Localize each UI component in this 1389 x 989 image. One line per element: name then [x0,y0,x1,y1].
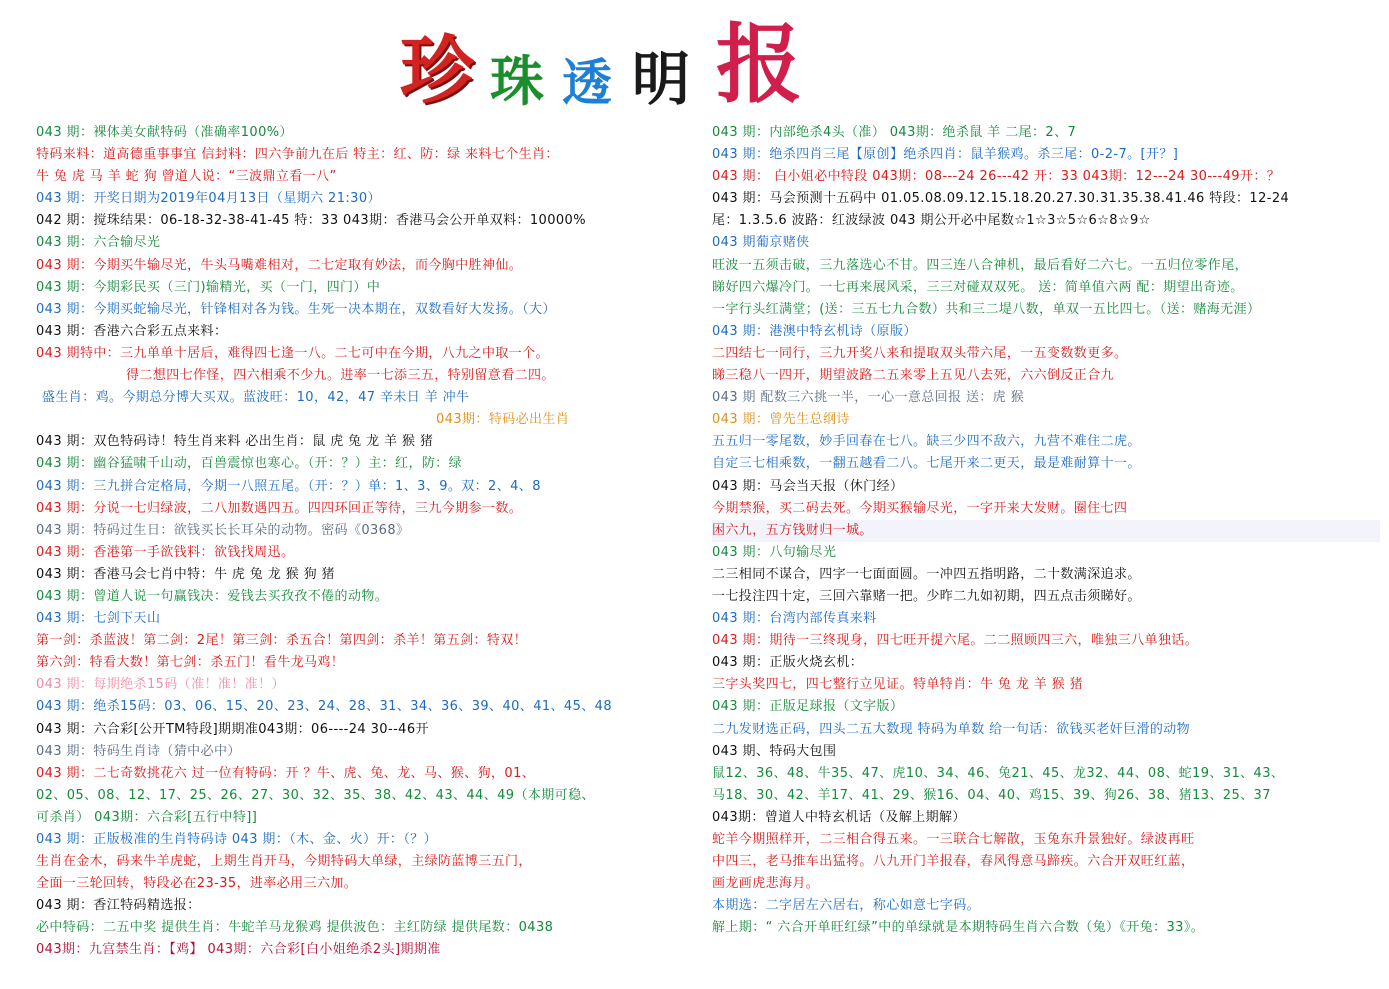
text-line: 043 期：内部绝杀4头（准） 043期：绝杀鼠 羊 二尾：2、7 [712,125,1077,140]
text-line: 043 期：二七奇数挑花六 过一位有特码：开 ？牛、虎、兔、龙、马、猴、狗，01、 [36,765,536,781]
text-line: 一字行头红满堂；(送：三五七九合数）共和三二堤八数，单双一五比四七。（送：赌海无涯） [712,301,1261,317]
text-line: 043 期：正版足球报（文字版） [712,699,904,715]
text-line: 043 期：特码过生日：欲钱买长长耳朵的动物。密码《0368》 [36,522,410,538]
text-line: 043 期：七剑下天山 [36,611,161,627]
text-line: 043 期：双色特码诗！特生肖来料 必出生肖：鼠 虎 兔 龙 羊 猴 猪 [36,434,434,450]
text-line: 043 期：马会当天报（休门经） [712,478,904,494]
text-line: 043 期：今期买牛输尽光，牛头马嘴难相对，二七定取有妙法，而今胸中胜神仙。 [36,257,523,273]
text-line: 043期：特码必出生肖 [436,412,570,428]
text-line: 043期：九宫禁生肖：【鸡】 043期：六合彩[白小姐绝杀2头]期期准 [36,942,441,958]
text-line: 一七投注四十定，三回六靠赌一把。少昨二九如初期，四五点击须睇好。 [712,588,1141,604]
text-line: 043 期：开奖日期为2019年04月13日（星期六 21:30） [36,191,381,207]
right-column [712,122,1380,939]
text-line: 全面一三轮回转，特段必在23-35，进率必用三六加。 [36,876,358,892]
text-line: 第一剑：杀蓝波！第二剑：2尾！第三剑：杀五合！第四剑：杀羊！第五剑：特双！ [36,633,528,649]
text-line: 第六剑：特看大数！第七剑：杀五门！看牛龙马鸡！ [36,655,345,671]
text-line: 五五归一零尾数，妙手回春在七八。缺三少四不敌六，九营不难住二虎。 [712,434,1141,450]
text-line: 牛 兔 虎 马 羊 蛇 狗 曾道人说：“三波鼎立看一八” [36,169,337,185]
text-line: 043 期：六合输尽光 [36,235,161,251]
text-line: 睇好四六爆冷门。一七再来展风采，三三对碰双双死。 送：简单值六两 配：期望出奇迹。 [712,279,1244,295]
text-line: 得二想四七作怪，四六相乘不少九。进率一七添三五，特别留意看二四。 [126,368,555,384]
text-line: 解上期：“ 六合开单旺红绿”中的单绿就是本期特码生肖六合数（兔）《开兔：33》。 [712,920,1205,936]
left-column [36,122,686,962]
text-line: 043 期：台湾内部传真来料 [712,611,877,627]
text-line: 困六九，五方钱财归一城。 [712,520,1380,542]
text-line: 三字头奖四七，四七整行立见证。特单特肖：牛 兔 龙 羊 猴 猪 [712,677,1084,693]
title-char-4: 明 [632,45,691,113]
title-char-3: 透 [562,53,612,112]
text-line: 043期：曾道人中特玄机话（及解上期解） [712,809,966,825]
text-line: 043 期：香港六合彩五点来料： [36,323,228,339]
text-line: 043 期：正版火烧玄机： [712,655,864,671]
text-line: 鼠12、36、48、牛35、47、虎10、34、46、兔21、45、龙32、44、08、蛇19、31、43、 [712,765,1285,781]
text-line: 二三相同不谋合，四字一七面面圆。一冲四五指明路，二十数满深追求。 [712,566,1141,582]
text-line: 043 期：特码生肖诗（猜中必中） [36,743,241,759]
text-line: 今期禁猴，买二码去死。今期买猴输尽光，一字开来大发财。圈住七四 [712,500,1128,516]
text-line: 043 期：香港第一手欲钱料：欲钱找周迅。 [36,544,295,560]
text-line: 中四三，老马推车出猛将。八九开门羊报春，春风得意马蹄疾。六合开双旺红蓝， [712,854,1195,870]
text-line: 特码来料：道高德重事事宜 信封料：四六争前九在后 特主：红、防：绿 来料七个生肖： [36,147,559,163]
text-line: 043 期特中：三九单单十居后，难得四七逢一八。二七可中在今期，八九之中取一个。 [36,345,549,361]
text-line: 043 期葡京赌侠 [712,235,810,251]
text-line: 043 期：港澳中特玄机诗（原版） [712,323,917,339]
text-line: 043 期：绝杀四肖三尾【原创】绝杀四肖：鼠羊猴鸡。杀三尾：0-2-7。[开？] [712,147,1179,163]
text-line: 043 期： 白小姐必中特段 043期：08---24 26---42 开：33 043期：12---24 30---49开：？ [712,169,1281,185]
text-line: 043 期：香江特码精选报： [36,898,201,914]
text-line: 本期选：二字居左六居右，称心如意七字码。 [712,898,981,914]
text-line: 二九发财选正码，四头二五大数现 特码为单数 给一句话：欲钱买老奸巨滑的动物 [712,721,1191,737]
text-line: 043 期：分说一七归绿波，二八加数遇四五。四四环回正等待，三九今期参一数。 [36,500,523,516]
text-line: 二四结七一同行，三九开奖八来和提取双头带六尾，一五变数数更多。 [712,345,1128,361]
text-line: 睇三稳八一四开，期望波路二五来零上五见八去死，六六倒反正合九 [712,368,1115,384]
title-char-5: 报 [716,14,803,115]
text-line: 必中特码：二五中奖 提供生肖：牛蛇羊马龙猴鸡 提供波色：主红防绿 提供尾数：0438 [36,920,554,936]
newspaper-title [400,14,920,115]
text-line: 043 期：幽谷猛啸千山动，百兽震惊也寒心。（开：？）主：红，防：绿 [36,456,463,472]
text-line: 043 期：八句输尽光 [712,544,837,560]
text-line: 02、05、08、12、17、25、26、27、30、32、35、38、42、43、44、49（本期可稳、 [36,787,595,803]
text-line: 旺波一五须击破，三九落选心不甘。四三连八合神机，最后看好二六七。一五归位零作尾， [712,257,1249,273]
text-line: 马18、30、42、羊17、41、29、猴16、04、40、鸡15、39、狗26、38、猪13、25、37 [712,787,1271,803]
text-line: 043 期：马会预测十五码中 01.05.08.09.12.15.18.20.27.30.31.35.38.41.46 特段：12-24 [712,191,1290,207]
text-line: 尾：1.3.5.6 波路：红波绿波 043 期公开必中尾数☆1☆3☆5☆6☆8☆9☆ [712,213,1151,229]
text-line: 043 期：香港马会七肖中特：牛 虎 兔 龙 猴 狗 猪 [36,566,335,582]
text-line: 043 期：期待一三终现身，四七旺开提六尾。二二照顾四三六，唯独三八单独话。 [712,633,1199,649]
text-line: 043 期：曾先生总纲诗 [712,412,850,428]
text-line: 蛇羊今期照样开，二三相合得五来。一三联合七解散，玉兔东升景独好。绿波再旺 [712,832,1195,847]
text-line: 043 期：裸体美女献特码（准确率100%） [36,125,293,140]
text-line: 043 期、特码大包围 [712,743,837,759]
text-line: 042 期：搅珠结果：06-18-32-38-41-45 特：33 043期：香港马会公开单双料：10000% [36,213,586,229]
text-line: 画龙画虎悲海月。 [712,876,820,892]
title-char-1: 珍 [400,28,474,114]
text-line: 043 期 配数三六挑一半，一心一意总回报 送：虎 猴 [712,390,1025,406]
text-line: 043 期：正版极准的生肖特码诗 043 期：（木、金、火）开：（？） [36,832,438,847]
text-line: 自定三七相乘数，一翻五越看二八。七尾开来二更天，最是难耐算十一。 [712,456,1141,472]
text-line: 盛生肖：鸡。今期总分博大买双。蓝波旺：10，42，47 辛未日 羊 冲牛 [42,390,470,406]
text-line: 043 期：今期买蛇输尽光，针锋相对各为钱。生死一决本期在，双数看好大发扬。（大） [36,301,556,317]
text-line: 043 期：曾道人说一句赢钱决：爱钱去买孜孜不倦的动物。 [36,588,389,604]
text-line: 043 期：绝杀15码：03、06、15、20、23、24、28、31、34、36、39、40、41、45、48 [36,699,613,715]
text-line: 043 期：三九拼合定格局，今期一八照五尾。（开：？）单：1、3、9。双：2、4、8 [36,478,541,494]
text-line: 可杀肖） 043期：六合彩[五行中特]] [36,809,258,825]
text-line: 生肖在金木，码来牛羊虎蛇，上期生肖开马，今期特码大单绿，主绿防蓝博三五门， [36,854,532,870]
title-char-2: 珠 [490,49,544,113]
text-line: 043 期：每期绝杀15码（准！准！准！） [36,677,285,693]
text-line: 043 期：六合彩[公开TM特段]期期准043期：06----24 30--46开 [36,721,429,737]
text-line: 043 期：今期彩民买（三门)输精光，买（一门，四门）中 [36,279,381,295]
